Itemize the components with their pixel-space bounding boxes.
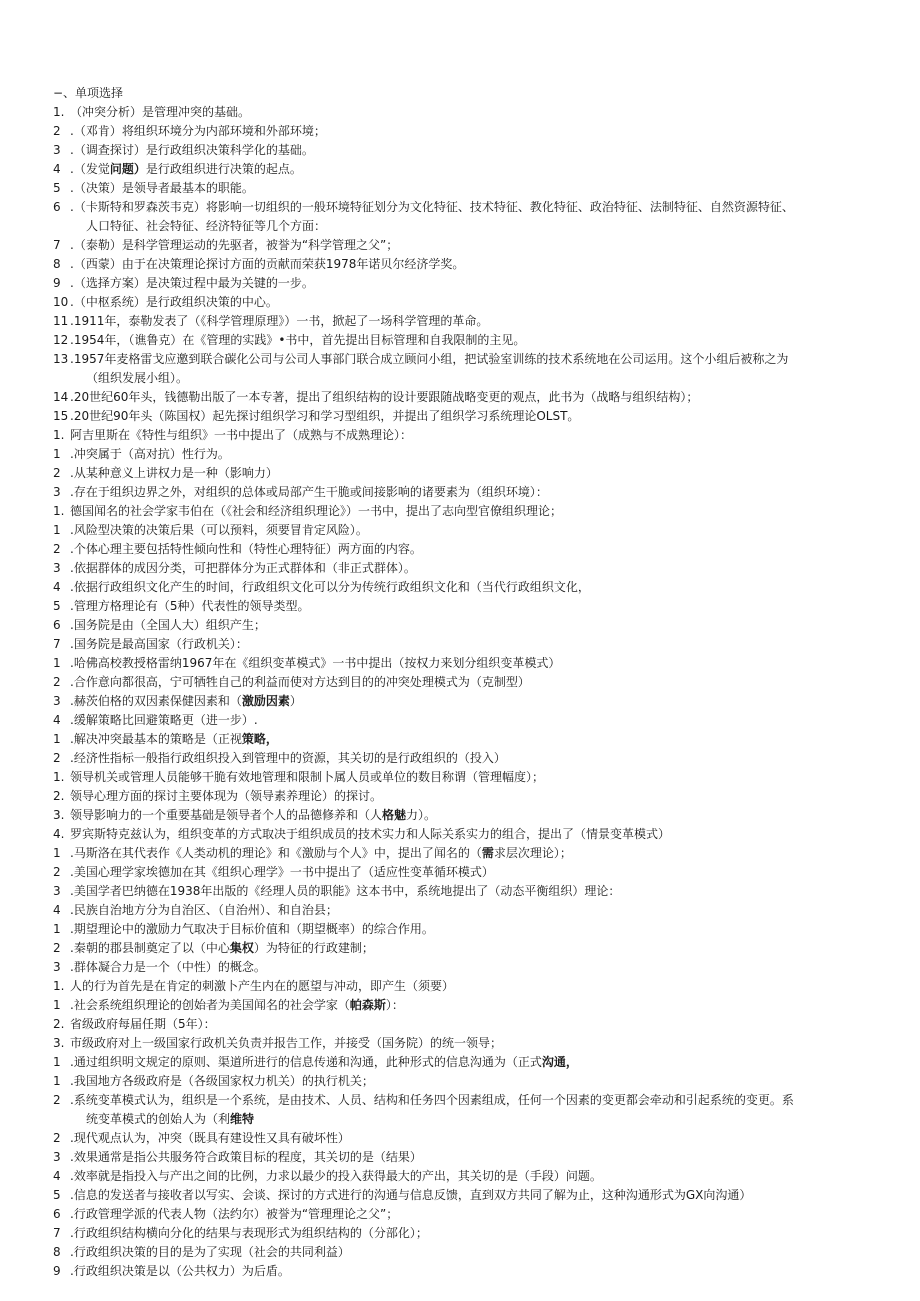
emphasis-text: 激励因素 xyxy=(241,694,290,708)
question-text-part: 领导影响力的一个重要基础是领导者个人的品德修养和（人 xyxy=(70,808,383,822)
question-line xyxy=(0,198,920,217)
question-number: 1. xyxy=(53,770,65,784)
question-text-part: 统变革模式的创始人为（利 xyxy=(86,1112,231,1126)
question-line xyxy=(0,559,920,578)
question-line xyxy=(0,1034,920,1053)
question-text xyxy=(70,407,579,426)
question-text-part: .1957年麦格雷戈应邀到联合碳化公司与公司人事部门联合成立顾问小组，把试验室训练的技术系统地在公司运用。这个小组后被称之为 xyxy=(70,352,789,366)
question-text xyxy=(70,863,494,882)
question-number: 5 xyxy=(53,181,61,195)
question-text xyxy=(70,160,302,179)
question-line xyxy=(0,749,920,768)
question-number: 4 xyxy=(53,1169,61,1183)
question-text-part: 领导机关或管理人员能够干脆有效地管理和限制卜属人员或单位的数目称谓（管理幅度）； xyxy=(70,770,545,784)
question-line xyxy=(0,787,920,806)
question-text xyxy=(70,768,544,787)
question-text-part: 省级政府每届任期（5年）： xyxy=(70,1017,216,1031)
question-text xyxy=(70,597,309,616)
question-line xyxy=(0,464,920,483)
question-text xyxy=(70,1129,350,1148)
question-line xyxy=(0,407,920,426)
question-text-part: .合作意向都很高，宁可牺牲自己的利益而使对方达到目的的冲突处理模式为（克制型） xyxy=(70,675,530,689)
question-text-part: .（决策）是领导者最基本的职能。 xyxy=(70,181,254,195)
question-line xyxy=(0,293,920,312)
section-heading: −、单项选择 xyxy=(53,86,124,100)
question-line xyxy=(0,1243,920,1262)
emphasis-text: 格魅 xyxy=(382,808,407,822)
question-text-part: .1911年，泰勒发表了（《科学管理原理》）一书，掀起了一场科学管理的革命。 xyxy=(70,314,489,328)
question-line xyxy=(0,331,920,350)
question-text-part: .（西蒙）由于在决策理论探讨方面的贡献而荣获1978年诺贝尔经济学奖。 xyxy=(70,257,465,271)
question-line xyxy=(0,426,920,445)
emphasis-text: 需 xyxy=(481,846,494,860)
question-text-part: 人口特征、社会特征、经济特征等几个方面： xyxy=(86,219,327,233)
question-text-part: .（中枢系统）是行政组织决策的中心。 xyxy=(70,295,278,309)
question-number: 2 xyxy=(53,751,61,765)
question-number: 9 xyxy=(53,1264,61,1278)
question-number: 7 xyxy=(53,1226,61,1240)
question-text-part: .依据行政组织文化产生的时间，行政组织文化可以分为传统行政组织文化和（当代行政组织文化， xyxy=(70,580,590,594)
question-text xyxy=(70,635,248,654)
question-text-part: .行政管理学派的代表人物（法约尔）被誉为“管理理论之父”； xyxy=(70,1207,399,1221)
question-text-part: .群体凝合力是一个（中性）的概念。 xyxy=(70,960,266,974)
question-text-part: 德国闻名的社会学家韦伯在（《社会和经济组织理论》）一书中，提出了志向型官僚组织理论； xyxy=(70,504,563,518)
question-line xyxy=(0,1015,920,1034)
question-text-part: （冲突分析）是管理冲突的基础。 xyxy=(70,105,251,119)
question-text-part: .行政组织结构横向分化的结果与表现形式为组织结构的（分部化）； xyxy=(70,1226,428,1240)
question-line xyxy=(0,236,920,255)
question-text xyxy=(70,141,314,160)
question-text-part: .依据群体的成因分类，可把群体分为正式群体和（非正式群体）。 xyxy=(70,561,416,575)
question-line xyxy=(0,920,920,939)
question-number: 7 xyxy=(53,238,61,252)
question-text xyxy=(70,1167,602,1186)
question-number: 2. xyxy=(53,789,65,803)
question-number: 4 xyxy=(53,713,61,727)
question-number: 4. xyxy=(53,827,65,841)
question-text-part: .现代观点认为，冲突（既具有建设性又具有破坏性） xyxy=(70,1131,350,1145)
question-line xyxy=(0,635,920,654)
question-text-part: .个体心理主要包括特性倾向性和（特性心理特征）两方面的内容。 xyxy=(70,542,422,556)
question-text-part: .（发觉 xyxy=(70,162,110,176)
question-line xyxy=(0,844,920,863)
question-number: 1 xyxy=(53,1055,61,1069)
emphasis-text: 问题） xyxy=(109,162,146,176)
question-text xyxy=(70,198,794,217)
question-text xyxy=(70,312,488,331)
question-text-tail: 求层次理论）； xyxy=(493,846,572,860)
question-text-part: .行政组织决策的目的是为了实现（社会的共同利益） xyxy=(70,1245,350,1259)
question-number: 13 xyxy=(53,352,69,366)
question-number: 9 xyxy=(53,276,61,290)
question-text xyxy=(70,236,398,255)
question-number: 3 xyxy=(53,1150,61,1164)
question-number: 3 xyxy=(53,884,61,898)
emphasis-text: 集权 xyxy=(229,941,254,955)
question-text-part: .从某种意义上讲权力是一种（影响力） xyxy=(70,466,278,480)
question-line xyxy=(0,1129,920,1148)
question-text xyxy=(70,464,278,483)
question-text xyxy=(70,825,670,844)
question-text-part: .行政组织决策是以（公共权力）为后盾。 xyxy=(70,1264,290,1278)
question-text xyxy=(70,1072,374,1091)
question-line xyxy=(0,160,920,179)
question-number: 5 xyxy=(53,599,61,613)
question-text xyxy=(70,958,266,977)
question-line-continuation xyxy=(0,369,920,388)
question-text-part: .秦朝的郡县制奠定了以（中心 xyxy=(70,941,230,955)
question-text xyxy=(70,274,314,293)
question-number: 7 xyxy=(53,637,61,651)
question-text-part: .社会系统组织理论的创始者为美国闻名的社会学家（ xyxy=(70,998,350,1012)
question-text-part: 罗宾斯特克兹认为，组织变革的方式取决于组织成员的技术实力和人际关系实力的组合，提出了（情景变革模式） xyxy=(70,827,671,841)
question-line xyxy=(0,673,920,692)
question-number: 2 xyxy=(53,675,61,689)
question-text xyxy=(70,1053,578,1072)
question-text-part: .（卡斯特和罗森茨韦克）将影响一切组织的一般环境特征划分为文化特征、技术特征、教化特征、政治特征、法制特征、自然资源特征、 xyxy=(70,200,794,214)
question-number: 1 xyxy=(53,447,61,461)
question-text xyxy=(70,103,250,122)
question-line xyxy=(0,939,920,958)
question-text-part: 阿吉里斯在《特性与组织》一书中提出了（成熟与不成熟理论）： xyxy=(70,428,413,442)
question-text-part: .信息的发送者与接收者以写实、会谈、探讨的方式进行的沟通与信息反馈，直到双方共同了解为止，这种沟通形式为GX向沟通） xyxy=(70,1188,752,1202)
question-text xyxy=(70,388,698,407)
question-line xyxy=(0,1167,920,1186)
question-text-part: .民族自治地方分为自治区、（自治州）、和自治县； xyxy=(70,903,338,917)
question-line xyxy=(0,768,920,787)
question-line xyxy=(0,616,920,635)
question-number: 1 xyxy=(53,1074,61,1088)
question-text xyxy=(70,521,368,540)
question-text-part: .20世纪90年头（陈国权）起先探讨组织学习和学习型组织，并提出了组织学习系统理论OLST。 xyxy=(70,409,580,423)
question-text xyxy=(70,654,560,673)
question-line xyxy=(0,654,920,673)
question-number: 2 xyxy=(53,865,61,879)
question-line xyxy=(0,255,920,274)
question-line xyxy=(0,502,920,521)
question-number: 2 xyxy=(53,1131,61,1145)
question-number: 1 xyxy=(53,998,61,1012)
question-number: 4 xyxy=(53,162,61,176)
question-number: 2 xyxy=(53,466,61,480)
question-line xyxy=(0,1205,920,1224)
question-text xyxy=(70,711,258,730)
question-number: 14 xyxy=(53,390,69,404)
question-text-part: .存在于组织边界之外，对组织的总体或局部产生干脆或间接影响的诸要素为（组织环境）： xyxy=(70,485,548,499)
question-text xyxy=(70,1015,216,1034)
question-line xyxy=(0,1053,920,1072)
question-line xyxy=(0,958,920,977)
question-text-part: .（泰勒）是科学管理运动的先驱者，被誉为“科学管理之父”； xyxy=(70,238,399,252)
question-text xyxy=(70,350,788,369)
question-text xyxy=(70,939,374,958)
question-line xyxy=(0,103,920,122)
question-number: 5 xyxy=(53,1188,61,1202)
question-line xyxy=(0,1072,920,1091)
question-text xyxy=(70,806,436,825)
question-number: 1 xyxy=(53,656,61,670)
question-text xyxy=(70,920,434,939)
question-line xyxy=(0,1091,920,1110)
emphasis-text: 维特 xyxy=(230,1112,255,1126)
question-text xyxy=(70,749,506,768)
question-number: 3 xyxy=(53,561,61,575)
question-text xyxy=(70,1205,398,1224)
question-number: 3. xyxy=(53,1036,65,1050)
question-text xyxy=(70,977,454,996)
question-text xyxy=(70,331,525,350)
question-number: 6 xyxy=(53,618,61,632)
question-text xyxy=(70,1034,502,1053)
question-text-part: （组织发展小组）。 xyxy=(86,371,189,385)
question-text xyxy=(70,559,416,578)
question-text-part: 领导心理方面的探讨主要体现为（领导素养理论）的探讨。 xyxy=(70,789,383,803)
question-line xyxy=(0,312,920,331)
question-text-part: .国务院是由（全国人大）组织产生； xyxy=(70,618,266,632)
question-line xyxy=(0,1262,920,1281)
question-line xyxy=(0,483,920,502)
question-text xyxy=(70,540,422,559)
question-line xyxy=(0,711,920,730)
question-line xyxy=(0,1186,920,1205)
question-text-part: .系统变革模式认为，组织是一个系统，是由技术、人员、结构和任务四个因素组成，任何一个因素的变更都会牵动和引起系统的变更。系 xyxy=(70,1093,794,1107)
question-line xyxy=(0,274,920,293)
question-number: 3 xyxy=(53,143,61,157)
question-text-part: .缓解策略比回避策略更（进一步）. xyxy=(70,713,258,727)
question-number: 4 xyxy=(53,580,61,594)
question-text-part: .1954年，（谯鲁克）在《管理的实践》•书中，首先提出目标管理和自我限制的主见。 xyxy=(70,333,526,347)
question-number: 2 xyxy=(53,941,61,955)
question-line xyxy=(0,1224,920,1243)
question-text-part: .（选择方案）是决策过程中最为关键的一步。 xyxy=(70,276,314,290)
question-number: 3 xyxy=(53,694,61,708)
question-text xyxy=(70,844,572,863)
question-text-part: .经济性指标一般指行政组织投入到管理中的资源，其关切的是行政组织的（投入） xyxy=(70,751,506,765)
question-number: 2 xyxy=(53,542,61,556)
question-text xyxy=(70,445,230,464)
question-line xyxy=(0,597,920,616)
question-number: 1 xyxy=(53,846,61,860)
question-number: 1. xyxy=(53,105,65,119)
question-text xyxy=(70,578,590,597)
question-text-tail: ） xyxy=(289,694,302,708)
question-line xyxy=(0,521,920,540)
question-text-part: .冲突属于（高对抗）性行为。 xyxy=(70,447,230,461)
question-text-part: .效果通常是指公共服务符合政策目标的程度，其关切的是（结果） xyxy=(70,1150,422,1164)
question-text-part: .赫茨伯格的双因素保健因素和（ xyxy=(70,694,242,708)
question-text-part: .美国学者巴纳德在1938年出版的《经理人员的职能》这本书中，系统地提出了（动态平衡组织）理论： xyxy=(70,884,621,898)
question-line xyxy=(0,996,920,1015)
question-text-part: .哈佛高校教授格雷纳1967年在《组织变革模式》一书中提出（按权力来划分组织变革模式） xyxy=(70,656,561,670)
question-text xyxy=(70,730,278,749)
question-text-part: .20世纪60年头，钱德勒出版了一本专著，提出了组织结构的设计要跟随战略变更的观点，此书为（战略与组织结构）； xyxy=(70,390,699,404)
question-text xyxy=(70,996,404,1015)
question-text xyxy=(70,255,464,274)
question-text-part: .（调查探讨）是行政组织决策科学化的基础。 xyxy=(70,143,314,157)
question-text xyxy=(70,882,620,901)
question-number: 3 xyxy=(53,485,61,499)
question-number: 1. xyxy=(53,979,65,993)
question-number: 11 xyxy=(53,314,69,328)
question-number: 1. xyxy=(53,428,65,442)
question-number: 2 xyxy=(53,124,61,138)
question-text-part: .效率就是指投入与产出之间的比例，力求以最少的投入获得最大的产出，其关切的是（手段）问题。 xyxy=(70,1169,602,1183)
question-number: 1 xyxy=(53,523,61,537)
question-line xyxy=(0,122,920,141)
question-text-tail: ）为特征的行政建制； xyxy=(253,941,374,955)
question-text xyxy=(70,1186,751,1205)
question-line xyxy=(0,141,920,160)
question-number: 2 xyxy=(53,1093,61,1107)
question-number: 8 xyxy=(53,257,61,271)
question-number: 6 xyxy=(53,200,61,214)
question-text xyxy=(70,616,266,635)
question-text xyxy=(70,901,338,920)
question-number: 3 xyxy=(53,960,61,974)
question-text-part: 人的行为首先是在肯定的刺激卜产生内在的愿望与冲动，即产生（须要） xyxy=(70,979,455,993)
question-line-continuation xyxy=(0,1110,920,1129)
question-text xyxy=(70,1091,794,1110)
question-line xyxy=(0,977,920,996)
question-line xyxy=(0,179,920,198)
question-line xyxy=(0,350,920,369)
question-number: 6 xyxy=(53,1207,61,1221)
question-list xyxy=(0,103,920,1281)
question-line xyxy=(0,388,920,407)
question-text-tail: 是行政组织进行决策的起点。 xyxy=(145,162,302,176)
question-text-part: .（邓肯）将组织环境分为内部环境和外部环境； xyxy=(70,124,326,138)
question-line xyxy=(0,806,920,825)
question-number: 4 xyxy=(53,903,61,917)
question-number: 1. xyxy=(53,504,65,518)
question-line xyxy=(0,901,920,920)
question-text-part: .马斯洛在其代表作《人类动机的理论》和《激励与个人》中，提出了闻名的（ xyxy=(70,846,482,860)
question-line-continuation xyxy=(0,217,920,236)
question-number: 1 xyxy=(53,922,61,936)
question-text xyxy=(70,293,278,312)
question-text-part: .管理方格理论有（5种）代表性的领导类型。 xyxy=(70,599,310,613)
emphasis-text: 策略， xyxy=(241,732,278,746)
question-text-part: .美国心理学家埃德加在其《组织心理学》一书中提出了（适应性变革循环模式） xyxy=(70,865,494,879)
question-text-tail: ）： xyxy=(385,998,404,1012)
question-text xyxy=(70,1262,290,1281)
question-line xyxy=(0,578,920,597)
question-text xyxy=(70,122,326,141)
question-number: 2. xyxy=(53,1017,65,1031)
question-text xyxy=(70,179,254,198)
question-text xyxy=(70,502,562,521)
question-number: 8 xyxy=(53,1245,61,1259)
question-text-part: .解决冲突最基本的策略是（正视 xyxy=(70,732,242,746)
question-text xyxy=(70,483,548,502)
question-text xyxy=(70,787,382,806)
emphasis-text: 帕森斯 xyxy=(349,998,386,1012)
question-text-tail: 力）。 xyxy=(406,808,437,822)
question-text-part: .国务院是最高国家（行政机关）： xyxy=(70,637,248,651)
question-line xyxy=(0,882,920,901)
question-number: 15 xyxy=(53,409,69,423)
question-line xyxy=(0,540,920,559)
question-number: 3. xyxy=(53,808,65,822)
question-text-part: .风险型决策的决策后果（可以预料，须要冒肯定风险）。 xyxy=(70,523,368,537)
question-line xyxy=(0,1148,920,1167)
question-number: 10 xyxy=(53,295,69,309)
question-line xyxy=(0,445,920,464)
question-text xyxy=(70,426,412,445)
emphasis-text: 沟通， xyxy=(541,1055,578,1069)
question-text xyxy=(70,692,302,711)
question-text xyxy=(70,1243,350,1262)
question-line xyxy=(0,730,920,749)
question-line xyxy=(0,863,920,882)
question-line xyxy=(0,692,920,711)
question-number: 1 xyxy=(53,732,61,746)
question-text xyxy=(70,1148,422,1167)
question-text-part: .通过组织明文规定的原则、渠道所进行的信息传递和沟通，此种形式的信息沟通为（正式 xyxy=(70,1055,542,1069)
question-text-part: 市级政府对上一级国家行政机关负责并报告工作，并接受（国务院）的统一领导； xyxy=(70,1036,503,1050)
question-number: 12 xyxy=(53,333,69,347)
question-text-part: .我国地方各级政府是（各级国家权力机关）的执行机关； xyxy=(70,1074,374,1088)
document-page xyxy=(0,84,920,1281)
question-text-part: .期望理论中的激励力气取决于目标价值和（期望概率）的综合作用。 xyxy=(70,922,434,936)
question-line xyxy=(0,825,920,844)
question-text xyxy=(70,673,530,692)
question-text xyxy=(70,1224,428,1243)
